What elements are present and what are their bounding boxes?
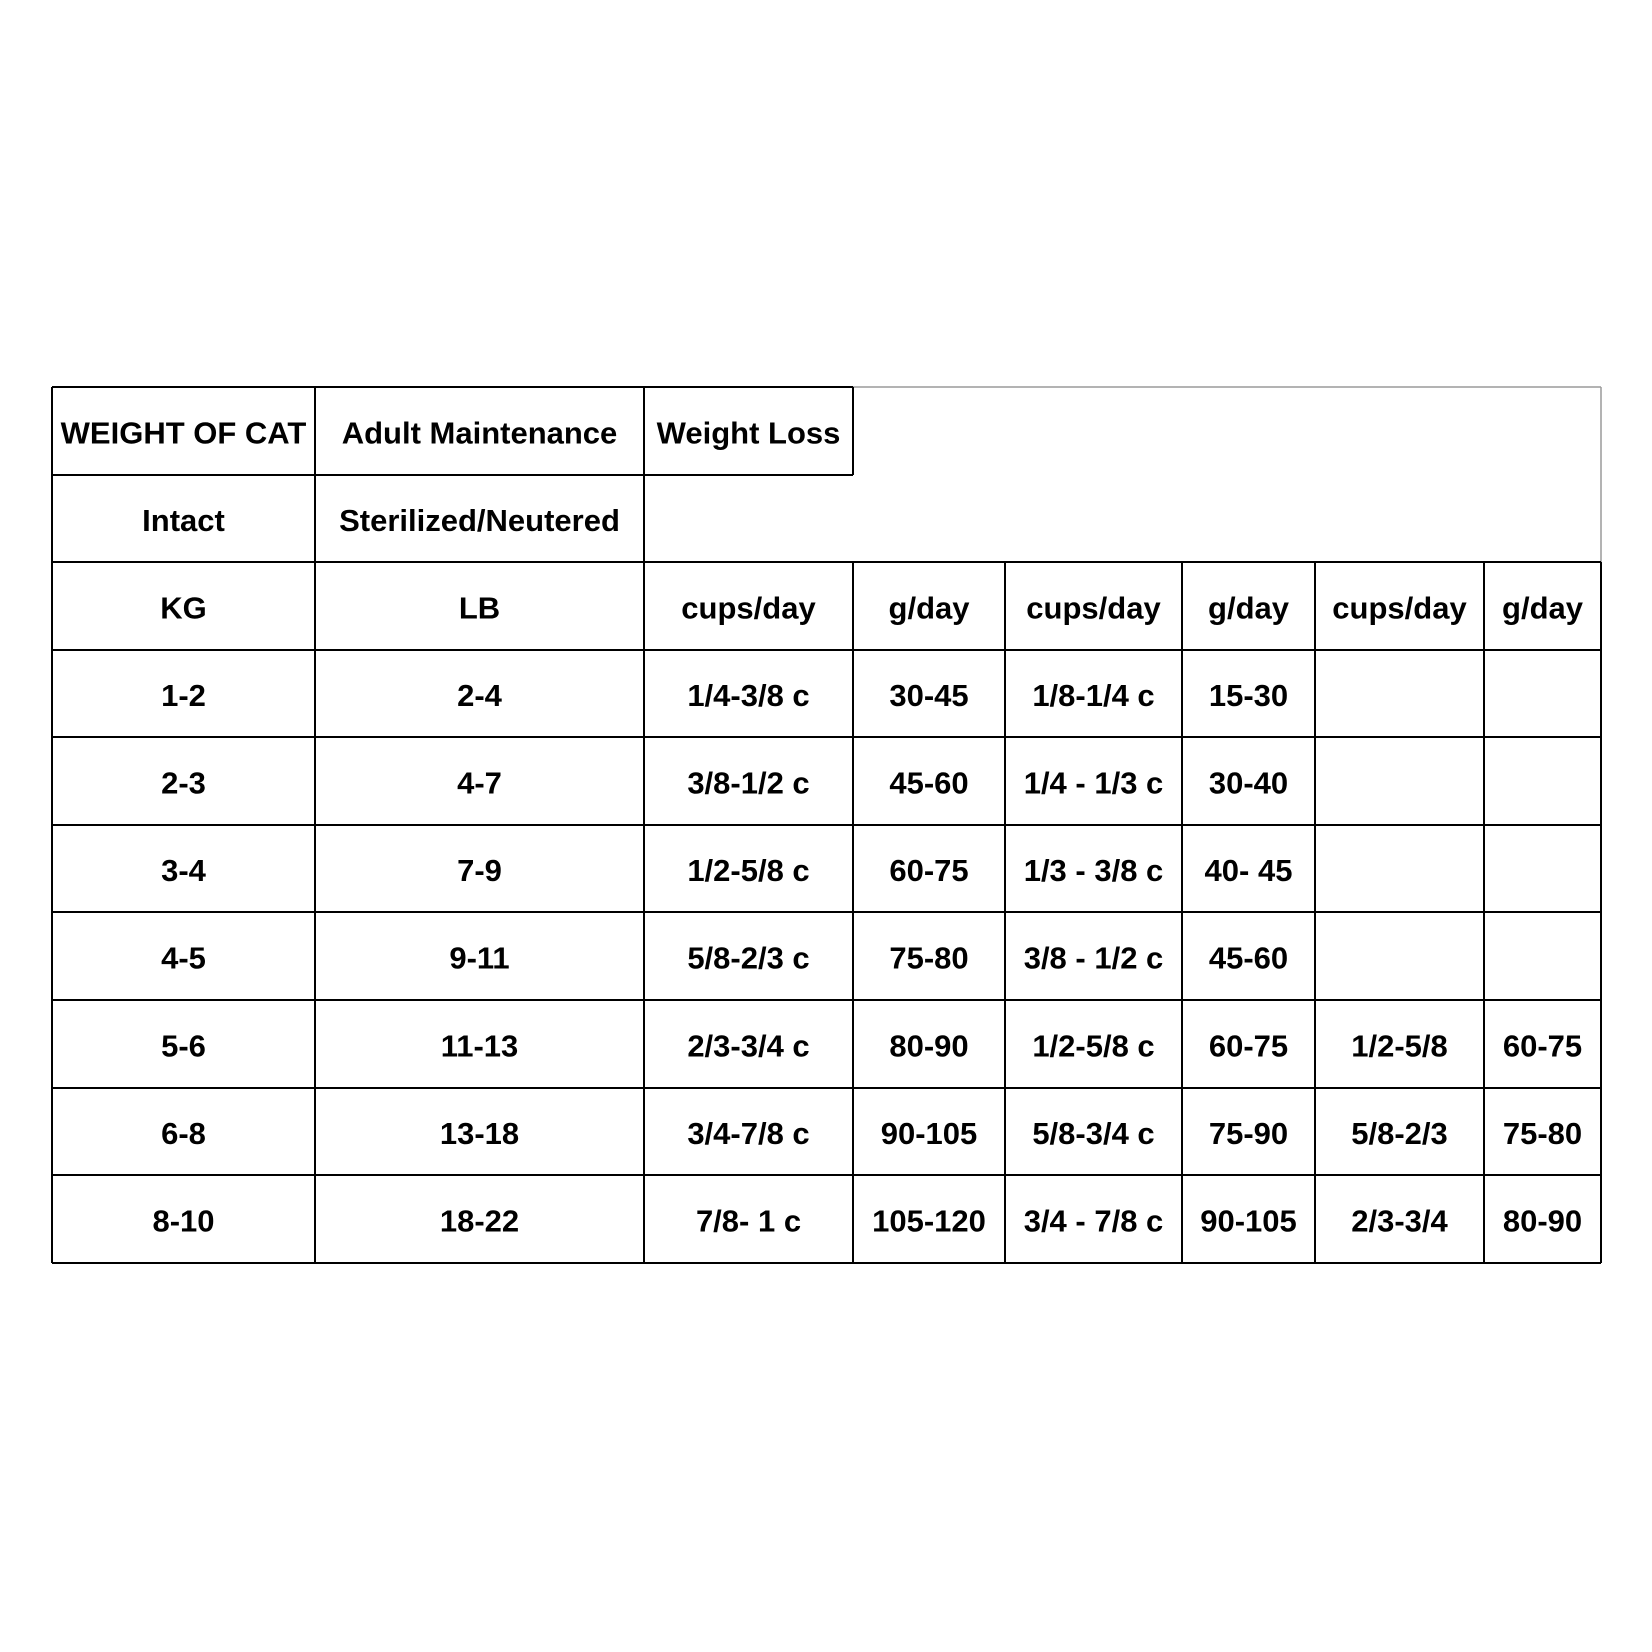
table-cell: 30-45 xyxy=(889,678,969,713)
table-cell: 75-90 xyxy=(1208,1116,1289,1151)
table-cell: 80-90 xyxy=(889,1028,969,1064)
table-cell: 3/4 - 7/8 c xyxy=(1023,1203,1164,1239)
unit-header-cell: cups/day xyxy=(1332,590,1467,626)
table-cell: 2/3-3/4 xyxy=(1351,1203,1448,1239)
table-cell: 9-11 xyxy=(449,940,510,976)
table-cell: 1/8-1/4 c xyxy=(1032,678,1155,713)
table-cell: 3/4-7/8 c xyxy=(687,1116,810,1151)
unit-header-cell: LB xyxy=(458,590,501,626)
table-cell: 30-40 xyxy=(1208,765,1289,801)
table-cell: 2-4 xyxy=(457,678,502,713)
table-cell: 7/8- 1 c xyxy=(695,1203,802,1239)
table-cell: 13-18 xyxy=(439,1116,520,1151)
table-cell: 75-80 xyxy=(1502,1116,1583,1151)
table-cell: 90-105 xyxy=(880,1116,978,1151)
table-cell: 11-13 xyxy=(440,1028,519,1064)
table-cell: 7-9 xyxy=(457,853,502,888)
table-cell: 8-10 xyxy=(152,1203,215,1239)
table-cell: 6-8 xyxy=(161,1116,206,1151)
table-cell: 15-30 xyxy=(1208,678,1289,713)
table-cell: 3-4 xyxy=(161,853,206,888)
unit-header-cell: cups/day xyxy=(681,590,816,626)
table-cell: 1/4-3/8 c xyxy=(687,678,810,713)
table-cell: 60-75 xyxy=(889,853,969,888)
table-cell: 1/4 - 1/3 c xyxy=(1023,765,1164,801)
table-cell: 45-60 xyxy=(889,765,969,801)
table-cell: 80-90 xyxy=(1502,1203,1583,1239)
table-cell: 2/3-3/4 c xyxy=(687,1028,810,1064)
header-cell: Sterilized/Neutered xyxy=(339,503,620,538)
table-cell: 5/8-2/3 c xyxy=(687,940,810,976)
unit-header-cell: g/day xyxy=(1502,590,1583,626)
table-cell: 5-6 xyxy=(161,1028,206,1064)
header-cell: Intact xyxy=(142,503,225,538)
unit-header-cell: g/day xyxy=(888,590,970,626)
header-cell: Weight Loss xyxy=(656,415,841,451)
table-cell: 18-22 xyxy=(439,1203,520,1239)
header-cell: WEIGHT OF CAT xyxy=(60,415,307,451)
header-cell: Adult Maintenance xyxy=(341,415,618,451)
table-cell: 60-75 xyxy=(1502,1028,1583,1064)
table-cell: 4-5 xyxy=(161,940,206,976)
table-cell: 1/2-5/8 c xyxy=(687,853,810,888)
table-cell: 1-2 xyxy=(161,678,206,713)
table-cell: 75-80 xyxy=(889,940,969,976)
unit-header-cell: KG xyxy=(160,590,207,626)
unit-header-cell: cups/day xyxy=(1026,590,1161,626)
table-cells xyxy=(61,416,1584,1239)
table-cell: 1/2-5/8 c xyxy=(1032,1028,1155,1064)
table-cell: 5/8-3/4 c xyxy=(1032,1116,1155,1151)
table-cell: 3/8-1/2 c xyxy=(687,765,810,801)
table-cell: 5/8-2/3 xyxy=(1351,1116,1448,1151)
table-cell: 1/3 - 3/8 c xyxy=(1023,853,1164,888)
table-cell: 45-60 xyxy=(1208,940,1289,976)
table-cell: 90-105 xyxy=(1200,1203,1297,1239)
table-cell: 4-7 xyxy=(457,765,502,801)
table-cell: 2-3 xyxy=(161,765,206,801)
table-cell: 40- 45 xyxy=(1204,853,1293,888)
table-cell: 3/8 - 1/2 c xyxy=(1023,940,1164,976)
table-cell: 105-120 xyxy=(872,1203,986,1239)
table-cell: 60-75 xyxy=(1208,1028,1289,1064)
unit-header-cell: g/day xyxy=(1208,590,1289,626)
table-cell: 1/2-5/8 xyxy=(1351,1028,1448,1064)
